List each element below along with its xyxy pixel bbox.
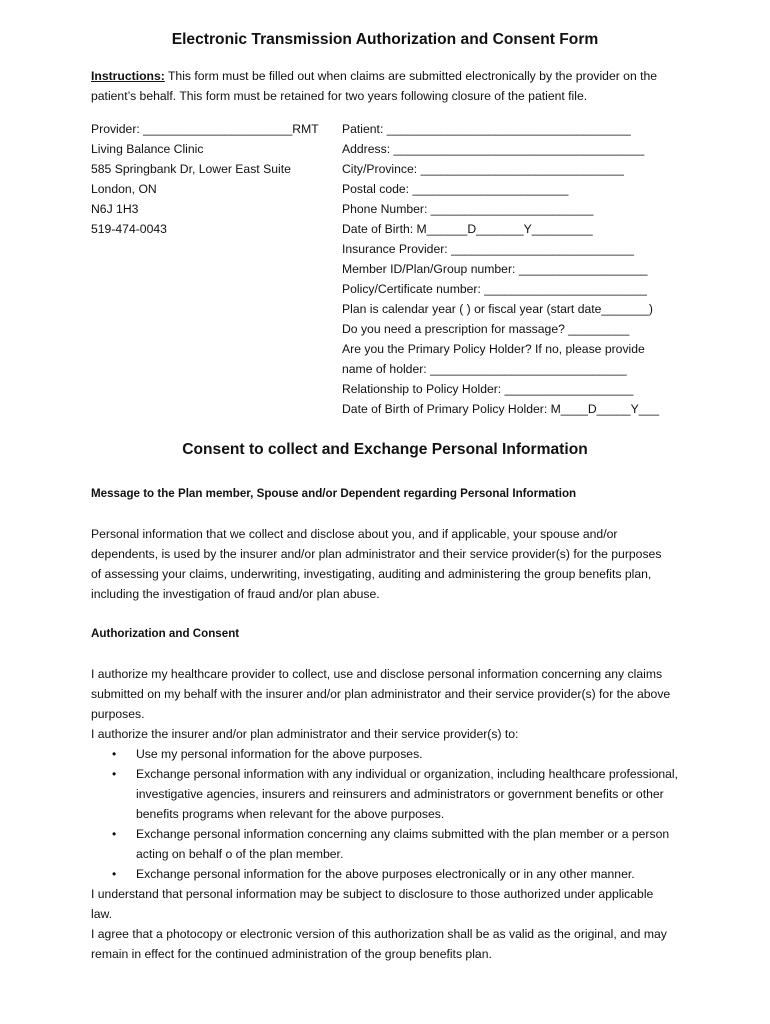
- list-item-text: Use my personal information for the above purposes.: [136, 747, 423, 761]
- consent-title: Consent to collect and Exchange Personal Information: [182, 441, 588, 458]
- form-title: Electronic Transmission Authorization and Consent Form: [171, 31, 599, 48]
- clinic-city: London, ON: [91, 182, 157, 196]
- instructions-text: This form must be filled out when claims are submitted electronically by the provider on the patient’s behalf. This form must be retained for two years following closure of the patient file.: [91, 69, 658, 103]
- clinic-address: 585 Springbank Dr, Lower East Suite: [91, 162, 291, 176]
- date-of-birth-field[interactable]: Date of Birth: M______D_______Y_________: [342, 222, 593, 236]
- list-item-text: Exchange personal information for the above purposes electronically or in any other manner.: [136, 867, 635, 881]
- authorization-intro: I authorize the insurer and/or plan administrator and their service provider(s) to:: [91, 727, 519, 741]
- provider-field[interactable]: Provider: ______________________RMT: [91, 122, 319, 136]
- policy-number-field[interactable]: Policy/Certificate number: ________________________: [342, 282, 647, 296]
- authorization-heading: Authorization and Consent: [91, 627, 240, 640]
- authorization-paragraph: [91, 664, 671, 744]
- plan-year-field[interactable]: Plan is calendar year ( ) or fiscal year (start date_______): [342, 302, 653, 316]
- provider-block: [91, 119, 319, 239]
- list-item: [91, 824, 681, 864]
- list-item-text: Exchange personal information concerning any claims submitted with the plan member or a person acting on behalf o of the plan member.: [136, 827, 670, 861]
- phone-number-field[interactable]: Phone Number: ________________________: [342, 202, 594, 216]
- holder-name-field[interactable]: name of holder: _____________________________: [342, 362, 627, 376]
- bullet-icon: •: [112, 747, 117, 761]
- closing-paragraphs: [91, 884, 671, 964]
- holder-dob-field[interactable]: Date of Birth of Primary Policy Holder: M____D_____Y___: [342, 402, 660, 416]
- authorization-text: I authorize my healthcare provider to collect, use and disclose personal information concerning any claims submitted on my behalf with the insurer and/or plan administrator and their service provider(s) for the above purposes.: [91, 667, 671, 721]
- disclosure-statement: I understand that personal information may be subject to disclosure to those authorized under applicable law.: [91, 887, 654, 921]
- insurance-provider-field[interactable]: Insurance Provider: ___________________________: [342, 242, 635, 256]
- privacy-paragraph: Personal information that we collect and disclose about you, and if applicable, your spouse and/or dependents, is used by the insurer and/or plan administrator and their service provider(s) for the purposes of assessing your claims, underwriting, investigating, auditing and administering the group benefits plan, including the investigation of fraud and/or plan abuse.: [91, 527, 662, 601]
- clinic-postal-code: N6J 1H3: [91, 202, 139, 216]
- city-province-field[interactable]: City/Province: ______________________________: [342, 162, 624, 176]
- clinic-name: Living Balance Clinic: [91, 142, 204, 156]
- patient-block: [342, 119, 659, 419]
- clinic-phone: 519-474-0043: [91, 222, 167, 236]
- bullet-icon: •: [112, 827, 117, 841]
- bullet-icon: •: [112, 767, 117, 781]
- bullet-icon: •: [112, 867, 117, 881]
- instructions-label: Instructions:: [91, 69, 165, 83]
- list-item: [91, 744, 681, 764]
- authorization-list: [91, 744, 681, 884]
- list-item: [91, 864, 681, 884]
- patient-field[interactable]: Patient: ____________________________________: [342, 122, 631, 136]
- postal-code-field[interactable]: Postal code: _______________________: [342, 182, 569, 196]
- instructions: [91, 66, 691, 106]
- member-id-field[interactable]: Member ID/Plan/Group number: ___________________: [342, 262, 648, 276]
- prescription-field[interactable]: Do you need a prescription for massage? _________: [342, 322, 630, 336]
- relationship-field[interactable]: Relationship to Policy Holder: ___________________: [342, 382, 634, 396]
- address-field[interactable]: Address: _____________________________________: [342, 142, 645, 156]
- photocopy-statement: I agree that a photocopy or electronic version of this authorization shall be as valid as the original, and may remain in effect for the continued administration of the group benefits plan.: [91, 927, 667, 961]
- list-item-text: Exchange personal information with any individual or organization, including healthcare professional, investigative agencies, insurers and reinsurers and administrators or government benefits or other benefits programs when relevant for the above purposes.: [136, 767, 678, 821]
- list-item: [91, 764, 681, 824]
- primary-holder-question: Are you the Primary Policy Holder? If no, please provide: [342, 342, 645, 356]
- message-heading: Message to the Plan member, Spouse and/or Dependent regarding Personal Information: [91, 487, 577, 500]
